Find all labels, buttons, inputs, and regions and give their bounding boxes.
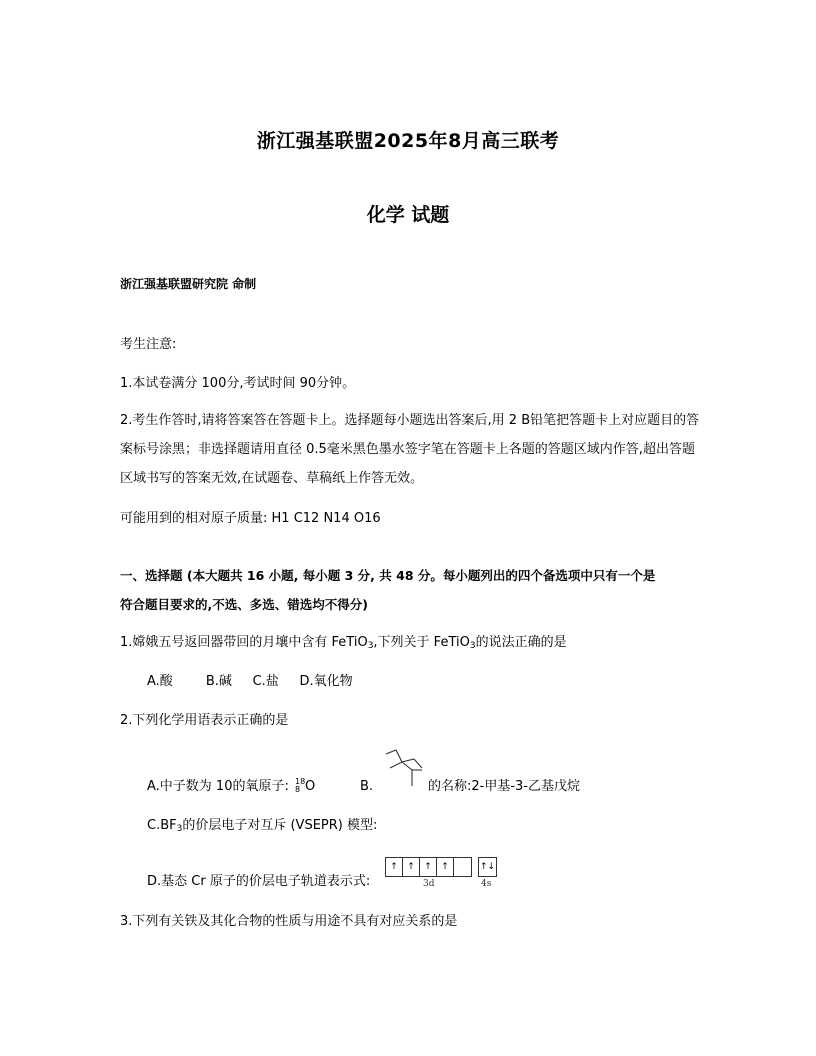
- question-3-stem: 3.下列有关铁及其化合物的性质与用途不具有对应关系的是: [120, 914, 458, 929]
- orbital-4s-box-1: ↑↓: [479, 862, 496, 872]
- orbital-4s-label: 4s: [481, 879, 492, 889]
- oxygen-isotope-notation: 18 8: [294, 777, 306, 794]
- notice-item-1: 1.本试卷满分 100分,考试时间 90分钟。: [120, 376, 356, 391]
- question-2-option-c: $C.BF_3$的价层电子对互斥 (VSEPR) 模型:: [147, 818, 378, 834]
- question-1-options: A.酸 B.碱 C.盐 D.氧化物: [147, 674, 353, 689]
- orbital-3d-box-2: ↑: [403, 858, 420, 876]
- orbital-3d-box-4: ↑: [437, 858, 454, 876]
- orbital-3d-box-5: [454, 858, 471, 876]
- orbital-4s-box: [478, 857, 497, 877]
- skeletal-formula-structure: [382, 746, 426, 794]
- question-2-stem: 2.下列化学用语表示正确的是: [120, 713, 289, 728]
- orbital-3d-box-3: ↑: [420, 858, 437, 876]
- orbital-3d-boxes: [385, 857, 472, 877]
- orbital-3d-label: 3d: [423, 879, 435, 889]
- question-2-option-b-label: B.: [360, 779, 374, 794]
- question-2-option-a: A.中子数为 10的氧原子: 18 8 O: [147, 777, 316, 794]
- exam-title: 浙江强基联盟2025年8月高三联考: [256, 130, 560, 152]
- question-2-option-b-text: 的名称:2-甲基-3-乙基戊烷: [428, 779, 580, 794]
- atomic-masses: 可能用到的相对原子质量: H1 C12 N14 O16: [120, 511, 381, 526]
- exam-subtitle: 化学 试题: [366, 204, 450, 226]
- section1-heading-line1: 一、选择题 (本大题共 16 小题, 每小题 3 分, 共 48 分。每小题列出的四个备选项中只有一个是: [120, 568, 656, 583]
- author-line: 浙江强基联盟研究院 命制: [120, 277, 257, 291]
- orbital-3d-box-1: ↑: [386, 858, 403, 876]
- notice-heading: 考生注意:: [120, 337, 177, 352]
- section1-heading-line2: 符合题目要求的,不选、多选、错选均不得分): [120, 597, 368, 612]
- question-1-stem: 1.嫦娥五号返回器带回的月壤中含有 FeTiO$_3$,下列关于 FeTiO$_3$的说法正确的是: [120, 635, 567, 651]
- notice-item-2: 2.考生作答时,请将答案答在答题卡上。选择题每小题选出答案后,用 2 B铅笔把答题卡上对应题目的答案标号涂黑；非选择题请用直径 0.5毫米黑色墨水签字笔在答题卡上各题的答题区域内作答,超出答题区域书写的答案无效,在试题卷、草稿纸上作答无效。: [120, 413, 700, 486]
- question-2-option-d: D.基态 Cr 原子的价层电子轨道表示式:: [147, 874, 371, 889]
